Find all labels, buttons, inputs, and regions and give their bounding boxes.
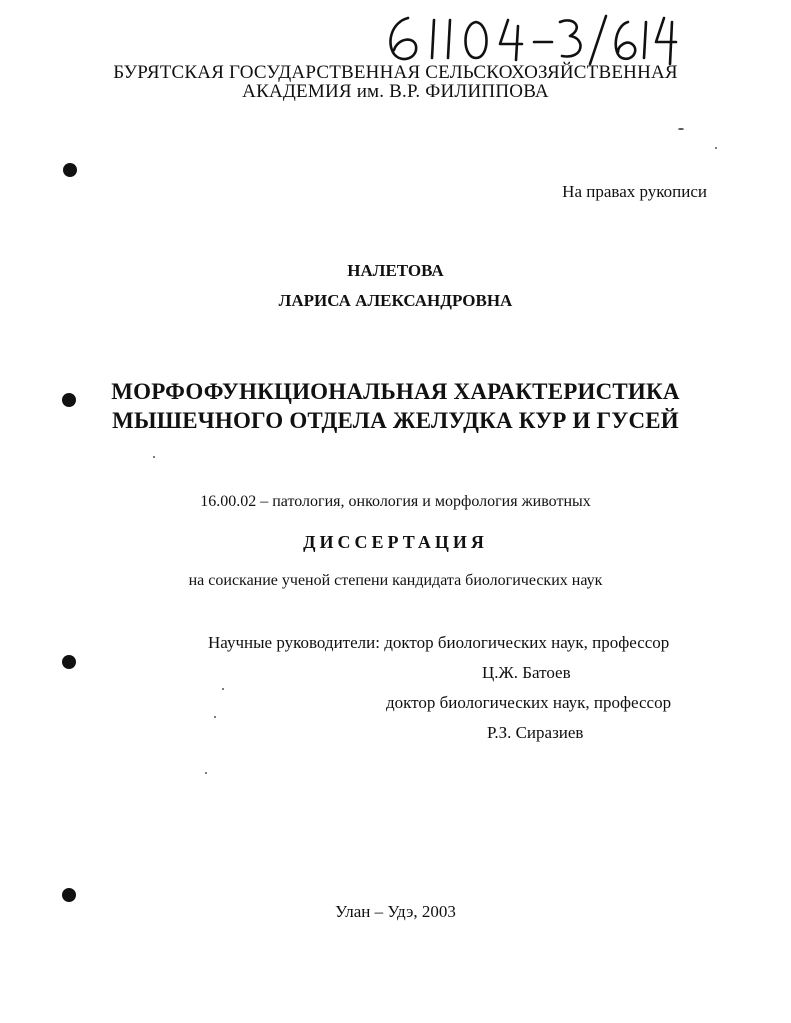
supervisors-label: Научные руководители: xyxy=(208,633,380,652)
author-surname: НАЛЕТОВА xyxy=(347,261,444,280)
title-line-2: МЫШЕЧНОГО ОТДЕЛА ЖЕЛУДКА КУР И ГУСЕЙ xyxy=(112,408,679,433)
author-given-names: ЛАРИСА АЛЕКСАНДРОВНА xyxy=(278,291,513,310)
punch-hole xyxy=(62,888,76,902)
scan-speck xyxy=(153,456,155,458)
punch-hole xyxy=(62,655,76,669)
institution-line-1: БУРЯТСКАЯ ГОСУДАРСТВЕННАЯ СЕЛЬСКОХОЗЯЙСТВЕННАЯ xyxy=(113,62,678,83)
scan-speck xyxy=(222,688,224,690)
rights-note: На правах рукописи xyxy=(562,182,707,201)
title-line-1: МОРФОФУНКЦИОНАЛЬНАЯ ХАРАКТЕРИСТИКА xyxy=(111,379,680,404)
scan-speck xyxy=(715,147,717,149)
institution-line-2: АКАДЕМИЯ им. В.Р. ФИЛИППОВА xyxy=(242,81,549,102)
scan-speck xyxy=(205,772,207,774)
supervisor-2-credentials: доктор биологических наук, профессор xyxy=(386,693,672,712)
document-type: ДИССЕРТАЦИЯ xyxy=(303,532,488,552)
scan-speck xyxy=(214,716,216,718)
supervisors-heading xyxy=(208,634,669,651)
specialty: 16.00.02 – патология, онкология и морфология животных xyxy=(200,493,591,510)
place-year: Улан – Удэ, 2003 xyxy=(335,902,456,921)
supervisor-1-name: Ц.Ж. Батоев xyxy=(482,663,571,682)
handwritten-catalog-number xyxy=(378,8,678,68)
punch-hole xyxy=(63,163,77,177)
supervisor-2-name: Р.З. Сиразиев xyxy=(487,723,584,742)
degree: на соискание ученой степени кандидата биологических наук xyxy=(188,572,603,589)
scan-speck xyxy=(678,128,684,130)
supervisor-1-credentials: доктор биологических наук, профессор xyxy=(384,633,670,652)
